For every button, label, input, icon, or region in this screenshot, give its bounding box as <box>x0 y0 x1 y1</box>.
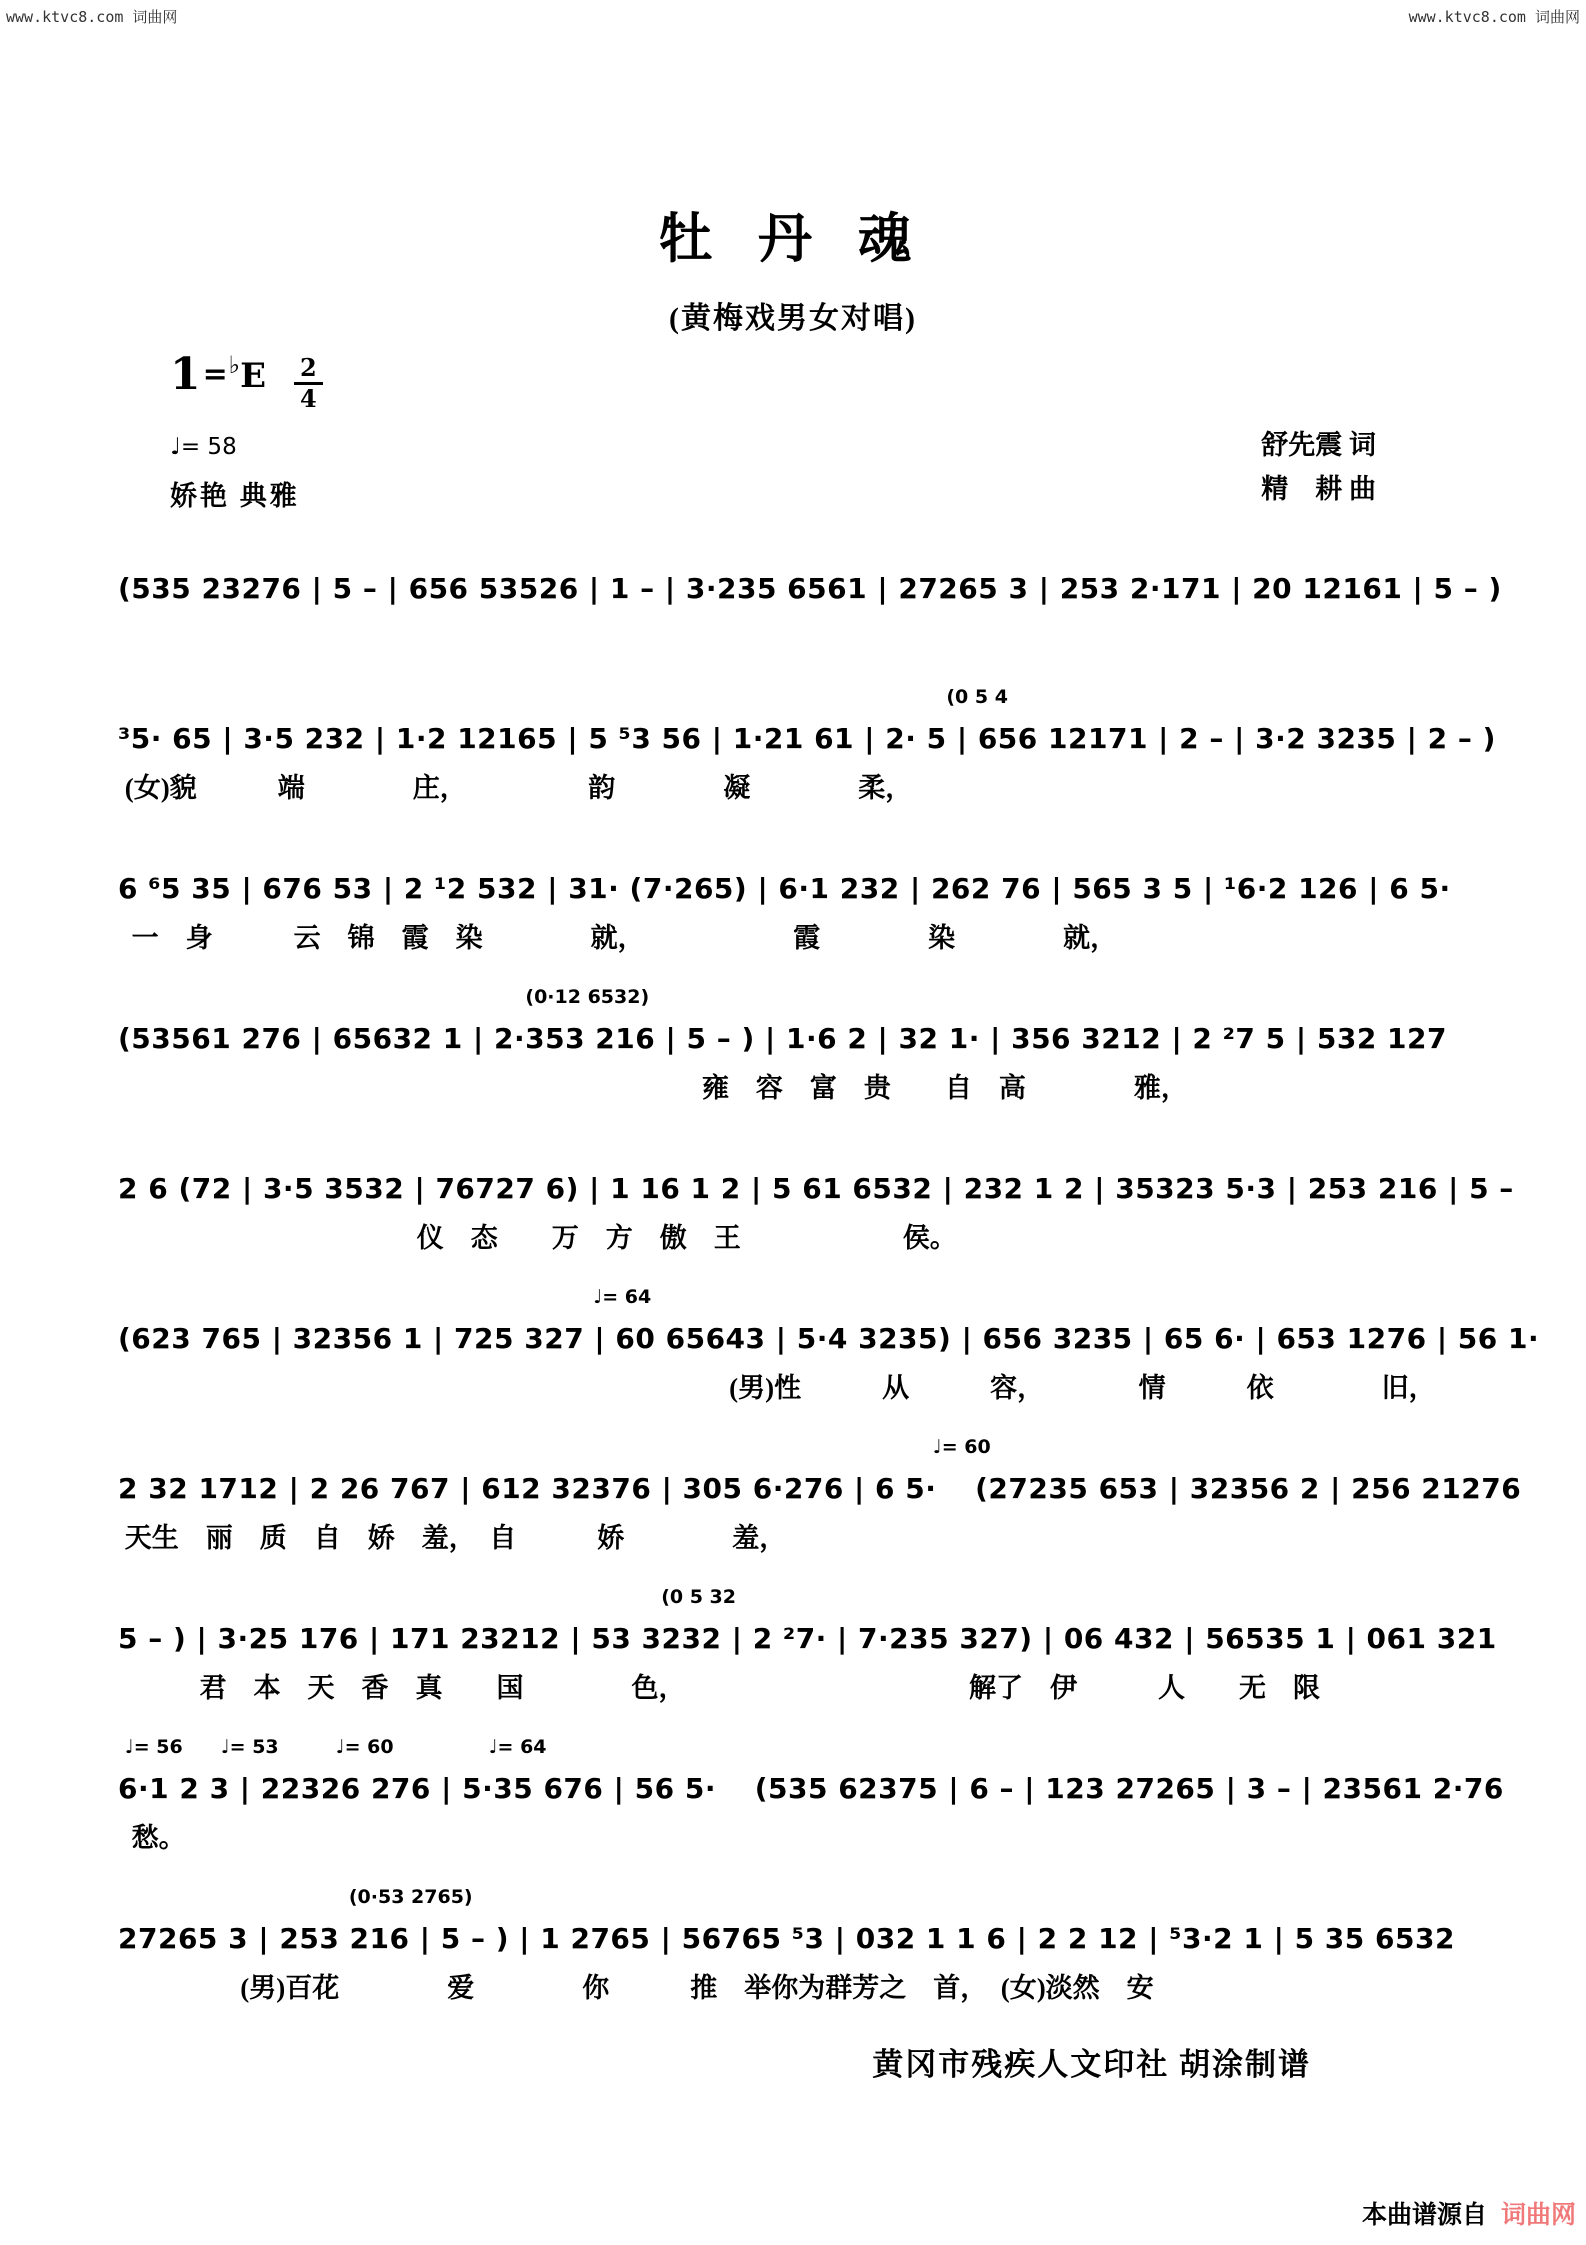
composer-credit: 精 耕 曲 <box>1261 474 1376 504</box>
flat-sign-icon: ♭ <box>228 350 241 379</box>
score-body <box>118 529 1540 2013</box>
music-system <box>118 1429 1522 1563</box>
source-line <box>1362 2195 1576 2231</box>
music-system <box>118 1129 1514 1263</box>
system-annotation: (0·12 6532) <box>525 986 650 1008</box>
source-prefix: 本曲谱源自 <box>1361 2202 1487 2229</box>
notation-line: 2 6 (72 | 3·5 3532 | 76727 6) | 1 16 1 2 | 5 61 6532 | 232 1 2 | 35323 5·3 | 253 216 | 5 – <box>118 1172 1514 1205</box>
system-annotation: ♩= 56 ♩= 53 ♩= 60 ♩= 64 <box>124 1736 547 1758</box>
system-annotation: ♩= 60 <box>932 1436 991 1458</box>
time-signature-denominator: 4 <box>300 384 317 413</box>
system-annotation <box>118 529 1476 565</box>
expression-marking: 娇艳 典雅 <box>170 481 300 511</box>
system-annotation: (0·53 2765) <box>348 1886 473 1908</box>
lyrics-line: (男)性 从 容， 情 依 旧， <box>729 1373 1436 1403</box>
notation-line: (623 765 | 32356 1 | 725 327 | 60 65643 | 5·4 3235) | 656 3235 | 65 6· | 653 1276 | 56 1· <box>118 1322 1540 1355</box>
system-annotation: ♩= 64 <box>593 1286 652 1308</box>
key-equals: = <box>202 357 228 392</box>
lyrics-line: 君 本 天 香 真 国 色， 解了 伊 人 无 限 <box>199 1673 1320 1703</box>
system-annotation <box>118 1129 1476 1165</box>
lyrics-line: (女)貌 端 庄， 韵 凝 柔， <box>124 773 913 803</box>
watermark-top-left: www.ktvc8.com 词曲网 <box>6 8 178 26</box>
lyrics-line: 愁。 <box>131 1823 186 1853</box>
notation-line: ³5· 65 | 3·5 232 | 1·2 12165 | 5 ⁵3 56 | 1·21 61 | 2· 5 | 656 12171 | 2 – | 3·2 3235 | 2 – ) <box>118 722 1496 755</box>
song-subtitle: (黄梅戏男女对唱) <box>669 302 917 335</box>
music-system <box>118 979 1476 1113</box>
system-annotation: (0 5 4 <box>946 686 1008 708</box>
music-system <box>118 529 1502 663</box>
notation-line: 6·1 2 3 | 22326 276 | 5·35 676 | 56 5· (535 62375 | 6 – | 123 27265 | 3 – | 23561 2·76 <box>118 1772 1504 1805</box>
key-tempo-block <box>170 349 1436 513</box>
song-title: 牡 丹 魂 <box>658 209 928 269</box>
notation-line: (53561 276 | 65632 1 | 2·353 216 | 5 – ) | 1·6 2 | 32 1· | 356 3212 | 2 ²7 5 | 532 127 <box>118 1022 1448 1055</box>
lyrics-line: 一 身 云 锦 霞 染 就， 霞 染 就， <box>131 923 1118 953</box>
system-annotation <box>118 829 1476 865</box>
system-annotation: (0 5 32 <box>661 1586 736 1608</box>
music-system <box>118 1879 1476 2013</box>
source-site-link[interactable]: 词曲网 <box>1500 2202 1576 2229</box>
lyrics-line: 仪 态 万 方 傲 王 侯。 <box>416 1223 957 1253</box>
notation-line: 6 ⁶5 35 | 676 53 | 2 ¹2 532 | 31· (7·265) | 6·1 232 | 262 76 | 565 3 5 | ¹6·2 126 | 6 5· <box>118 872 1451 905</box>
music-system <box>118 1279 1540 1413</box>
lyricist-credit: 舒先震 词 <box>1261 430 1376 460</box>
lyrics-line: 雍 容 富 贵 自 高 雅， <box>701 1073 1188 1103</box>
music-system <box>118 1729 1504 1863</box>
notation-line: 27265 3 | 253 216 | 5 – ) | 1 2765 | 56765 ⁵3 | 032 1 1 6 | 2 2 12 | ⁵3·2 1 | 5 35 6532 <box>118 1922 1455 1955</box>
time-signature-numerator: 2 <box>294 355 323 385</box>
key-numeral: 1 <box>170 349 201 400</box>
lyrics-line: (男)百花 爱 你 推 举你为群芳之 首， (女)淡然 安 <box>240 1973 1154 2003</box>
music-system <box>118 1579 1497 1713</box>
key-signature <box>170 349 1436 413</box>
time-signature <box>294 355 323 412</box>
music-system <box>118 829 1476 963</box>
tempo-marking: ♩= 58 <box>170 434 237 460</box>
lyrics-line <box>118 617 1476 663</box>
notation-line: (535 23276 | 5 – | 656 53526 | 1 – | 3·235 6561 | 27265 3 | 253 2·171 | 20 12161 | 5 – ) <box>118 572 1502 605</box>
credits-block <box>1261 423 1376 511</box>
publisher-credit: 黄冈市残疾人文印社 胡涂制谱 <box>872 2047 1312 2082</box>
watermark-top-right: www.ktvc8.com 词曲网 <box>1408 8 1580 26</box>
lyrics-line: 天生 丽 质 自 娇 羞， 自 娇 羞， <box>124 1523 787 1553</box>
notation-line: 2 32 1712 | 2 26 767 | 612 32376 | 305 6·276 | 6 5· (27235 653 | 32356 2 | 256 21276 <box>118 1472 1522 1505</box>
score-meta <box>170 349 1436 515</box>
notation-line: 5 – ) | 3·25 176 | 171 23212 | 53 3232 | 2 ²7· | 7·235 327) | 06 432 | 56535 1 | 061 321 <box>118 1622 1497 1655</box>
music-system <box>118 679 1496 813</box>
key-note: E <box>240 356 267 396</box>
